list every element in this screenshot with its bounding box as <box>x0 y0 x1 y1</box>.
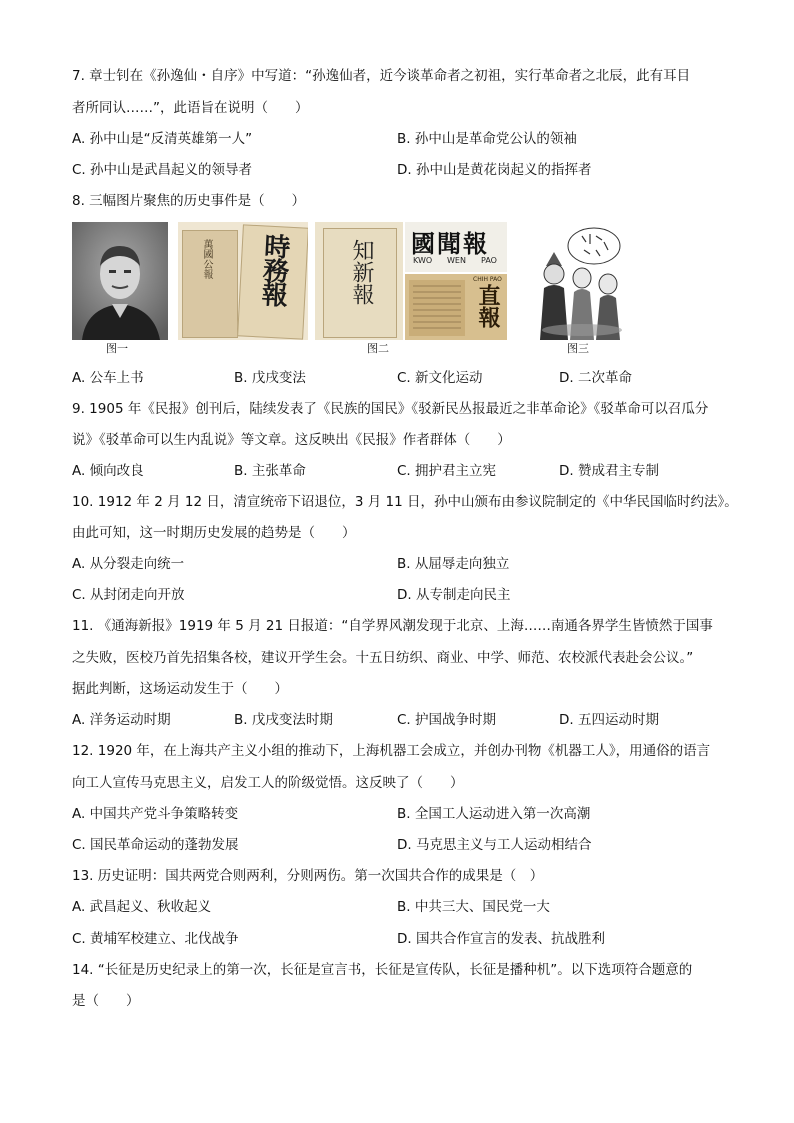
figure-1-caption: 图一 <box>106 342 128 355</box>
shiwu-cover <box>237 224 308 339</box>
figure-2d-zhibao <box>405 274 507 340</box>
q7-option-b[interactable]: B. 孙中山是革命党公认的领袖 <box>397 131 577 147</box>
q11-option-b[interactable]: B. 戊戌变法时期 <box>234 712 333 728</box>
q10-option-d[interactable]: D. 从专制走向民主 <box>397 587 511 603</box>
q10-option-b[interactable]: B. 从屈辱走向独立 <box>397 556 510 572</box>
figure-2a-books <box>178 222 308 340</box>
q9-option-c[interactable]: C. 拥护君主立宪 <box>397 463 497 479</box>
q8-stem: 8. 三幅图片聚焦的历史事件是（ ） <box>72 193 306 209</box>
q12-stem-line2: 向工人宣传马克思主义，启发工人的阶级觉悟。这反映了（ ） <box>72 775 464 791</box>
q8-option-b[interactable]: B. 戊戌变法 <box>234 370 306 386</box>
q9-option-d[interactable]: D. 赞成君主专制 <box>559 463 659 479</box>
figure-3-caption: 图三 <box>567 342 589 355</box>
q14-stem-line1: 14. “长征是历史纪录上的第一次，长征是宣言书，长征是宣传队，长征是播种机”。以下选项符合题意的 <box>72 962 693 978</box>
q12-option-a[interactable]: A. 中国共产党斗争策略转变 <box>72 806 239 822</box>
q13-option-c[interactable]: C. 黄埔军校建立、北伐战争 <box>72 931 239 947</box>
q12-option-c[interactable]: C. 国民革命运动的蓬勃发展 <box>72 837 239 853</box>
q13-option-b[interactable]: B. 中共三大、国民党一大 <box>397 899 550 915</box>
wanguo-title: 萬國公報 <box>201 239 212 279</box>
q11-stem-line2: 之失败，医校乃首先招集各校，建议开学生会。十五日纺织、商业、中学、师范、农校派代表赴会公议。” <box>72 650 694 666</box>
cartoon-illustration <box>532 222 624 340</box>
q7-option-a[interactable]: A. 孙中山是“反清英雄第一人” <box>72 131 253 147</box>
portrait-illustration <box>72 222 168 340</box>
wen-label: WEN <box>447 256 466 265</box>
guowen-title: 國聞報 <box>411 229 489 258</box>
q9-stem-line1: 9. 1905 年《民报》创刊后，陆续发表了《民族的国民》《驳新民丛报最近之非革命论》《驳革命可以召瓜分 <box>72 401 709 417</box>
q10-option-c[interactable]: C. 从封闭走向开放 <box>72 587 185 603</box>
q12-stem-line1: 12. 1920 年，在上海共产主义小组的推动下，上海机器工会成立，并创办刊物《机器工人》，用通俗的语言 <box>72 743 711 759</box>
q7-option-c[interactable]: C. 孙中山是武昌起义的领导者 <box>72 162 253 178</box>
q14-stem-line2: 是（ ） <box>72 993 140 1009</box>
figure-2b-zhixin <box>315 222 403 340</box>
q13-option-a[interactable]: A. 武昌起义、秋收起义 <box>72 899 212 915</box>
q7-option-d[interactable]: D. 孙中山是黄花岗起义的指挥者 <box>397 162 592 178</box>
q10-option-a[interactable]: A. 从分裂走向统一 <box>72 556 185 572</box>
kwo-label: KWO <box>413 256 433 265</box>
chihpao-label: CHIH PAO <box>473 276 502 283</box>
zhixin-cover <box>323 228 397 338</box>
zhibao-title: 直報 <box>475 284 501 328</box>
q13-stem: 13. 历史证明：国共两党合则两利，分则两伤。第一次国共合作的成果是（ ） <box>72 868 544 884</box>
q10-stem-line1: 10. 1912 年 2 月 12 日，清宣统帝下诏退位，3 月 11 日，孙中山颁布由参议院制定的《中华民国临时约法》。 <box>72 494 738 510</box>
figure-1-portrait <box>72 222 168 340</box>
q9-stem-line2: 说》《驳革命可以生内乱说》等文章。这反映出《民报》作者群体（ ） <box>72 432 511 448</box>
figure-2c-guowen <box>405 222 507 272</box>
q13-option-d[interactable]: D. 国共合作宣言的发表、抗战胜利 <box>397 931 605 947</box>
q7-stem-line1: 7. 章士钊在《孙逸仙・自序》中写道：“孙逸仙者，近今谈革命者之初祖，实行革命者之北辰，此有耳目 <box>72 68 691 84</box>
q10-stem-line2: 由此可知，这一时期历史发展的趋势是（ ） <box>72 525 356 541</box>
q9-option-a[interactable]: A. 倾向改良 <box>72 463 144 479</box>
q11-option-d[interactable]: D. 五四运动时期 <box>559 712 659 728</box>
pao-label: PAO <box>481 256 497 265</box>
figure-2-caption: 图二 <box>367 342 389 355</box>
q8-option-c[interactable]: C. 新文化运动 <box>397 370 483 386</box>
q12-option-b[interactable]: B. 全国工人运动进入第一次高潮 <box>397 806 591 822</box>
q11-stem-line1: 11. 《通海新报》1919 年 5 月 21 日报道：“自学界风潮发现于北京、上海……南通各界学生皆愤然于国事 <box>72 618 713 634</box>
q12-option-d[interactable]: D. 马克思主义与工人运动相结合 <box>397 837 592 853</box>
figure-3-cartoon <box>532 222 624 340</box>
q7-stem-line2: 者所同认……”，此语旨在说明（ ） <box>72 100 309 116</box>
q11-option-c[interactable]: C. 护国战争时期 <box>397 712 497 728</box>
q11-stem-line3: 据此判断，这场运动发生于（ ） <box>72 681 288 697</box>
q11-option-a[interactable]: A. 洋务运动时期 <box>72 712 171 728</box>
q8-option-a[interactable]: A. 公车上书 <box>72 370 144 386</box>
wanguo-cover <box>182 230 238 338</box>
shiwu-title: 時務報 <box>256 232 291 306</box>
q9-option-b[interactable]: B. 主张革命 <box>234 463 306 479</box>
zhixin-title: 知新報 <box>349 239 374 305</box>
q8-option-d[interactable]: D. 二次革命 <box>559 370 632 386</box>
